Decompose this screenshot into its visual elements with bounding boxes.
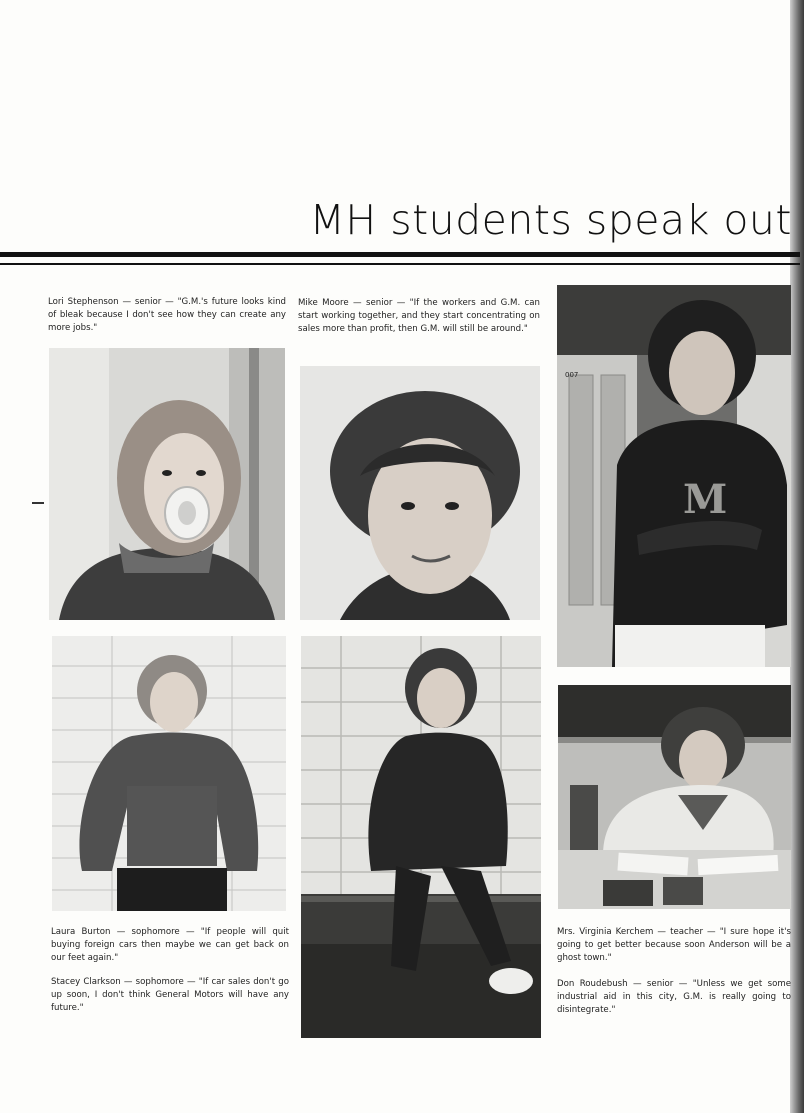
margin-mark bbox=[32, 502, 44, 504]
page-binding-edge bbox=[790, 0, 804, 1113]
sweater-letter: M bbox=[683, 476, 728, 523]
photo-mike-moore bbox=[300, 366, 540, 620]
caption-lori-stephenson: Lori Stephenson — senior — "G.M.'s future looks kind of bleak because I don't see how they can create any more jobs." bbox=[48, 297, 286, 333]
locker-number: 007 bbox=[565, 371, 579, 379]
photo-stacey-clarkson bbox=[301, 636, 541, 1038]
headline-rule-thin bbox=[0, 263, 800, 265]
headline-rule-thick bbox=[0, 252, 800, 257]
photo-lori-stephenson bbox=[49, 348, 285, 620]
caption-stacey-clarkson: Stacey Clarkson — sophomore — "If car sales don't go up soon, I don't think General Motors will have any future." bbox=[51, 977, 289, 1013]
photo-laura-burton bbox=[52, 636, 286, 911]
page-headline: MH students speak out bbox=[309, 196, 792, 244]
photo-virginia-kerchem bbox=[558, 685, 791, 909]
caption-mike-moore: Mike Moore — senior — "If the workers and G.M. can start working together, and they start concentrating on sales more than profit, then G.M. will still be around." bbox=[298, 298, 540, 334]
photo-boy-m-sweater bbox=[557, 285, 791, 667]
caption-virginia-kerchem: Mrs. Virginia Kerchem — teacher — "I sure hope it's going to get better because soon Anderson will be a ghost town." bbox=[557, 927, 791, 963]
caption-don-roudebush: Don Roudebush — senior — "Unless we get some industrial aid in this city, G.M. is really going to disintegrate." bbox=[557, 979, 791, 1015]
caption-laura-burton: Laura Burton — sophomore — "If people will quit buying foreign cars then maybe we can get back on our feet again." bbox=[51, 927, 289, 963]
